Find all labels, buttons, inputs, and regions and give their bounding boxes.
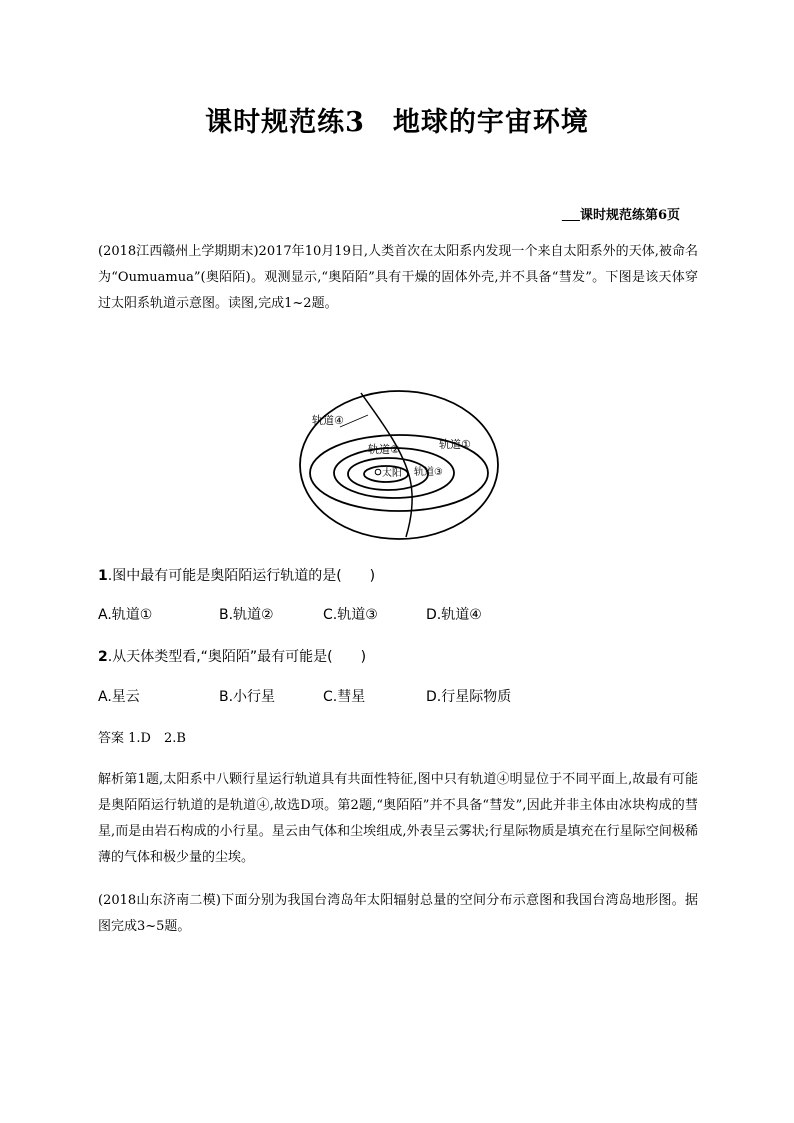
q1-option-d: D.轨道④ <box>426 607 482 623</box>
intro-paragraph-1: (2018江西赣州上学期期末)2017年10月19日,人类首次在太阳系内发现一个来自太阳系外的天体,被命名为“Oumuamua”(奥陌陌)。观测显示,“奥陌陌”具有干燥的固体外壳,并不具备“彗发”。下图是该天体穿过太阳系轨道示意图。读图,完成1~2题。 <box>98 244 698 311</box>
page-ref-underline <box>562 208 580 223</box>
question-2-number: 2 <box>98 649 108 665</box>
q2-option-c: C.彗星 <box>323 689 366 705</box>
orbit-1-label: 轨道① <box>439 438 471 451</box>
question-1-text: .图中最有可能是奥陌陌运行轨道的是( ) <box>107 568 376 584</box>
q2-option-b: B.小行星 <box>219 689 276 705</box>
page-ref-text: 课时规范练第6页 <box>579 208 680 223</box>
q2-option-a: A.星云 <box>98 689 140 705</box>
page-reference <box>562 204 680 223</box>
q1-option-a: A.轨道① <box>98 607 153 623</box>
intro-paragraph-2: (2018山东济南二模)下面分别为我国台湾岛年太阳辐射总量的空间分布示意图和我国台湾岛地形图。据图完成3~5题。 <box>98 893 698 934</box>
explanation-paragraph: 解析第1题,太阳系中八颗行星运行轨道具有共面性特征,图中只有轨道④明显位于不同平面上,故最有可能是奥陌陌运行轨道的是轨道④,故选D项。第2题,“奥陌陌”并不具备“彗发”,因此并非主体由冰块构成的彗星,而是由岩石构成的小行星。星云由气体和尘埃组成,外表呈云雾状;行星际物质是填充在行星际空间极稀薄的气体和极少量的尘埃。 <box>98 772 698 865</box>
sun-icon <box>375 469 381 475</box>
orbit-2-label: 轨道② <box>368 443 400 456</box>
orbit-4-leader <box>340 415 368 427</box>
answer-line: 答案 1.D 2.B <box>98 731 186 746</box>
question-1 <box>98 565 375 585</box>
orbit-3-label: 轨道③ <box>414 467 443 478</box>
q1-option-c: C.轨道③ <box>323 607 378 623</box>
sun-label: 太阳 <box>382 468 402 479</box>
q2-option-d: D.行星际物质 <box>426 689 512 705</box>
solar-system-orbit-diagram <box>298 387 500 541</box>
orbit-4-label: 轨道④ <box>312 414 344 427</box>
question-2 <box>98 646 366 666</box>
page-title: 课时规范练3 地球的宇宙环境 <box>205 107 589 138</box>
question-1-number: 1 <box>98 568 108 584</box>
orbit-4-line <box>361 393 412 537</box>
q1-option-b: B.轨道② <box>219 607 274 623</box>
question-2-text: .从天体类型看,“奥陌陌”最有可能是( ) <box>107 649 367 665</box>
